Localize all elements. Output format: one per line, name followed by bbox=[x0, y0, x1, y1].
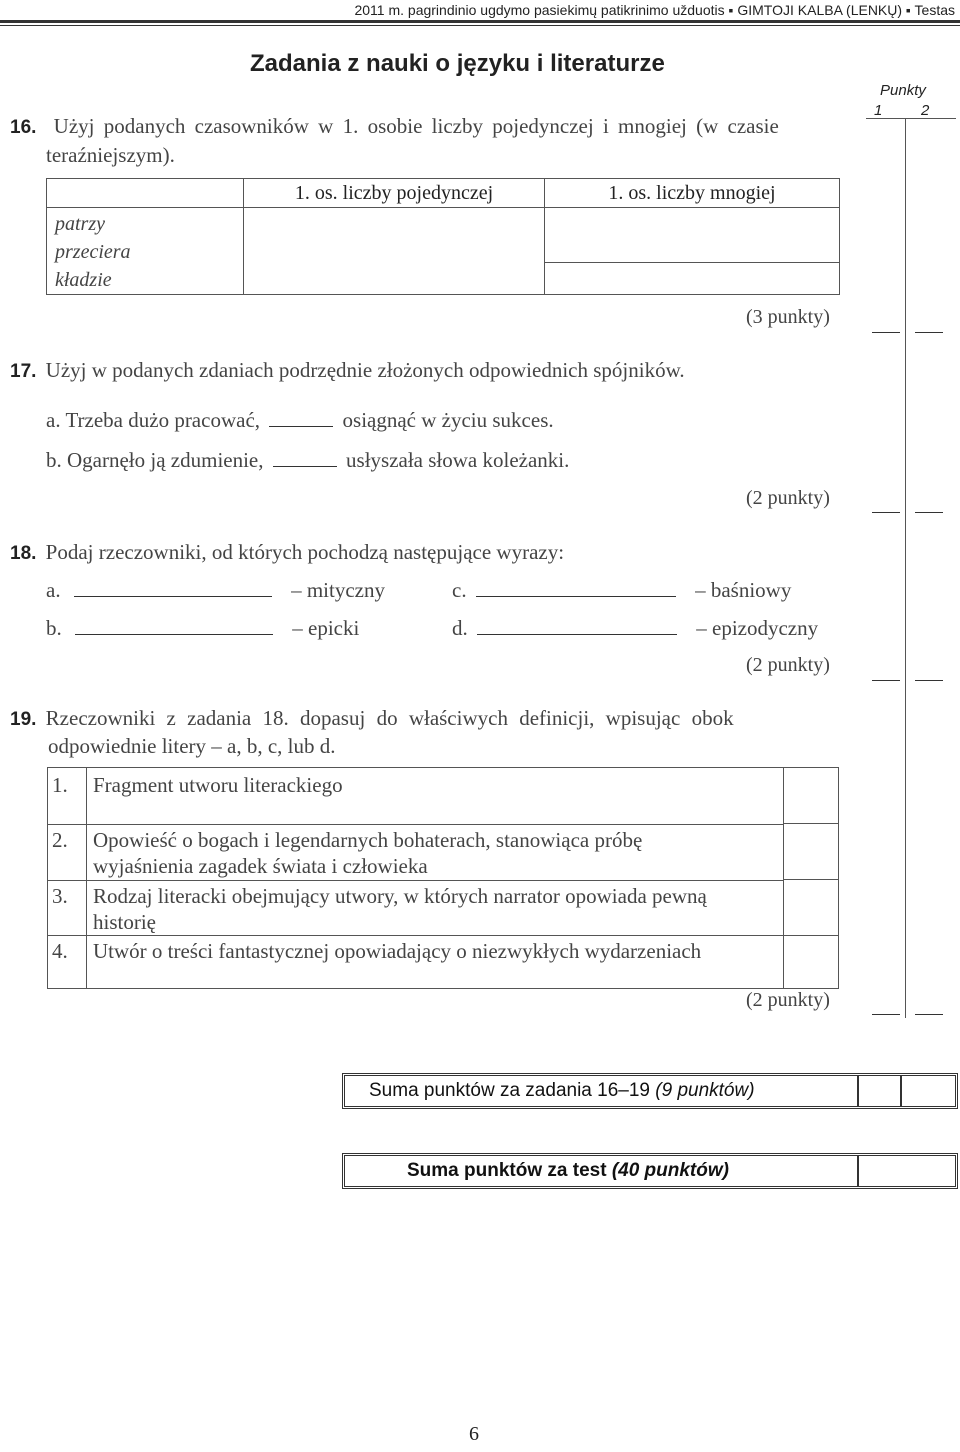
q19-row3-num: 3. bbox=[48, 880, 87, 935]
q17-b-after: usłyszała słowa koleżanki. bbox=[346, 448, 570, 472]
q19-row4-text bbox=[87, 935, 784, 988]
q18-b-blank[interactable] bbox=[75, 634, 273, 635]
score-blank-q16-col2[interactable] bbox=[915, 332, 943, 333]
score-blank-q17-col2[interactable] bbox=[915, 512, 943, 513]
sum-tasks-prefix: Suma punktów za zadania 16–19 bbox=[369, 1080, 656, 1101]
q16-points: (3 punkty) bbox=[746, 306, 830, 328]
sum-test-cell[interactable] bbox=[857, 1156, 859, 1186]
header-rule-thick bbox=[0, 20, 960, 23]
sum-tasks-label bbox=[369, 1080, 755, 1102]
sum-test-label bbox=[407, 1160, 729, 1182]
q16-verb-kladzie: kładzie bbox=[55, 269, 112, 291]
q18-line bbox=[10, 540, 564, 565]
q18-d-letter: d. bbox=[452, 616, 468, 640]
q19-answer-column bbox=[784, 768, 839, 989]
q19-points: (2 punkty) bbox=[746, 989, 830, 1011]
q18-item-b bbox=[46, 616, 359, 641]
points-column-label: Punkty bbox=[880, 82, 926, 99]
q19-text-line1: Rzeczowniki z zadania 18. dopasuj do właściwych definicji, wpisując obok bbox=[45, 706, 734, 730]
q16-header-singular-cell bbox=[244, 179, 545, 208]
q19-answer-1[interactable] bbox=[784, 768, 838, 824]
q17-a-before: Trzeba dużo pracować, bbox=[65, 408, 261, 432]
q16-header-plural: 1. os. liczby mnogiej bbox=[608, 181, 776, 204]
q18-item-d bbox=[452, 616, 818, 641]
q18-points: (2 punkty) bbox=[746, 654, 830, 676]
q16-text-line2: teraźniejszym). bbox=[46, 143, 175, 167]
q16-header-plural-cell bbox=[545, 179, 840, 208]
q16-text-line1: Użyj podanych czasowników w 1. osobie liczby pojedynczej i mnogiej (w czasie bbox=[53, 114, 779, 138]
points-column-1-label: 1 bbox=[874, 102, 883, 119]
q19-row1-text bbox=[87, 768, 784, 825]
q18-a-word: – mityczny bbox=[291, 578, 385, 602]
q17-item-b bbox=[46, 448, 569, 473]
q17-item-a bbox=[46, 408, 554, 433]
score-blank-q18-col1[interactable] bbox=[872, 680, 900, 681]
section-title: Zadania z nauki o języku i literaturze bbox=[250, 50, 665, 77]
q19-row4-line1: Utwór o treści fantastycznej opowiadający o niezwykłych wydarzeniach bbox=[93, 938, 702, 963]
q18-d-word: – epizodyczny bbox=[696, 616, 819, 640]
sum-tasks-cell1[interactable] bbox=[857, 1076, 859, 1106]
q16-line1 bbox=[10, 114, 779, 139]
q19-row1-num: 1. bbox=[48, 768, 87, 825]
points-column-divider bbox=[905, 118, 906, 1018]
q16-answer-singular[interactable] bbox=[244, 208, 545, 295]
q19-number: 19. bbox=[10, 709, 37, 730]
q18-d-blank[interactable] bbox=[477, 634, 677, 635]
sum-tasks-cell2[interactable] bbox=[900, 1076, 902, 1106]
q16-verbs-cell bbox=[47, 208, 244, 295]
q19-row2-text bbox=[87, 825, 784, 880]
q17-points: (2 punkty) bbox=[746, 487, 830, 509]
q16-table bbox=[46, 178, 840, 295]
q16-verb-przeciera: przeciera bbox=[55, 241, 131, 263]
running-header: 2011 m. pagrindinio ugdymo pasiekimų patikrinimo užduotis ▪ GIMTOJI KALBA (LENKŲ) ▪ Testas bbox=[354, 2, 955, 18]
q19-row1-line1: Fragment utworu literackiego bbox=[93, 773, 343, 797]
q16-number: 16. bbox=[10, 117, 37, 138]
q18-b-letter: b. bbox=[46, 616, 62, 640]
score-blank-q19-col2[interactable] bbox=[915, 1014, 943, 1015]
q19-answer-2[interactable] bbox=[784, 824, 838, 880]
header-rule-thin bbox=[0, 25, 960, 26]
q19-line1 bbox=[10, 706, 734, 731]
q18-a-blank[interactable] bbox=[74, 596, 272, 597]
q17-a-blank[interactable] bbox=[269, 426, 333, 427]
sum-tasks-box bbox=[342, 1073, 958, 1109]
q19-text-line2: odpowiednie litery – a, b, c, lub d. bbox=[48, 734, 336, 758]
sum-test-box bbox=[342, 1153, 958, 1189]
q18-c-word: – baśniowy bbox=[695, 578, 792, 602]
q17-text: Użyj w podanych zdaniach podrzędnie złożonych odpowiednich spójników. bbox=[45, 358, 685, 382]
q18-b-word: – epicki bbox=[292, 616, 360, 640]
points-column-rule bbox=[866, 118, 956, 119]
q17-a-after: osiągnąć w życiu sukces. bbox=[342, 408, 554, 432]
q17-b-letter: b. bbox=[46, 448, 62, 472]
q17-b-before: Ogarnęło ją zdumienie, bbox=[67, 448, 264, 472]
page-number: 6 bbox=[469, 1423, 479, 1445]
q19-row3-line2: historię bbox=[93, 909, 156, 934]
q19-row2-line1: Opowieść o bogach i legendarnych bohaterach, stanowiąca próbę bbox=[93, 828, 643, 853]
score-blank-q18-col2[interactable] bbox=[915, 680, 943, 681]
q18-c-blank[interactable] bbox=[476, 596, 676, 597]
q17-a-letter: a. bbox=[46, 408, 61, 432]
q18-number: 18. bbox=[10, 543, 37, 564]
q19-row2-line2: wyjaśnienia zagadek świata i człowieka bbox=[93, 854, 428, 879]
q17-line bbox=[10, 358, 685, 383]
sum-tasks-italic: (9 punktów) bbox=[655, 1080, 755, 1101]
q19-answer-3[interactable] bbox=[784, 880, 838, 936]
score-blank-q16-col1[interactable] bbox=[872, 332, 900, 333]
q19-answer-4[interactable] bbox=[784, 936, 838, 988]
q17-number: 17. bbox=[10, 361, 37, 382]
q18-a-letter: a. bbox=[46, 578, 61, 602]
q16-verb-patrzy: patrzy bbox=[55, 213, 105, 235]
q19-table bbox=[47, 767, 839, 989]
sum-test-prefix: Suma punktów za test bbox=[407, 1160, 612, 1181]
score-blank-q17-col1[interactable] bbox=[872, 512, 900, 513]
points-column-2-label: 2 bbox=[921, 102, 930, 119]
q16-corner-cell bbox=[47, 179, 244, 208]
q19-row3-text bbox=[87, 880, 784, 935]
q19-row3-line1: Rodzaj literacki obejmujący utwory, w których narrator opowiada pewną bbox=[93, 883, 707, 908]
q18-text: Podaj rzeczowniki, od których pochodzą następujące wyrazy: bbox=[45, 540, 565, 564]
q19-row4-num: 4. bbox=[48, 935, 87, 988]
score-blank-q19-col1[interactable] bbox=[872, 1014, 900, 1015]
q19-row2-num: 2. bbox=[48, 825, 87, 880]
q17-b-blank[interactable] bbox=[273, 466, 337, 467]
q16-answer-plural[interactable] bbox=[545, 208, 840, 295]
q18-item-c bbox=[452, 578, 791, 603]
q18-c-letter: c. bbox=[452, 578, 467, 602]
sum-test-italic: (40 punktów) bbox=[611, 1160, 729, 1181]
q18-item-a bbox=[46, 578, 385, 603]
q16-header-singular: 1. os. liczby pojedynczej bbox=[294, 181, 494, 204]
